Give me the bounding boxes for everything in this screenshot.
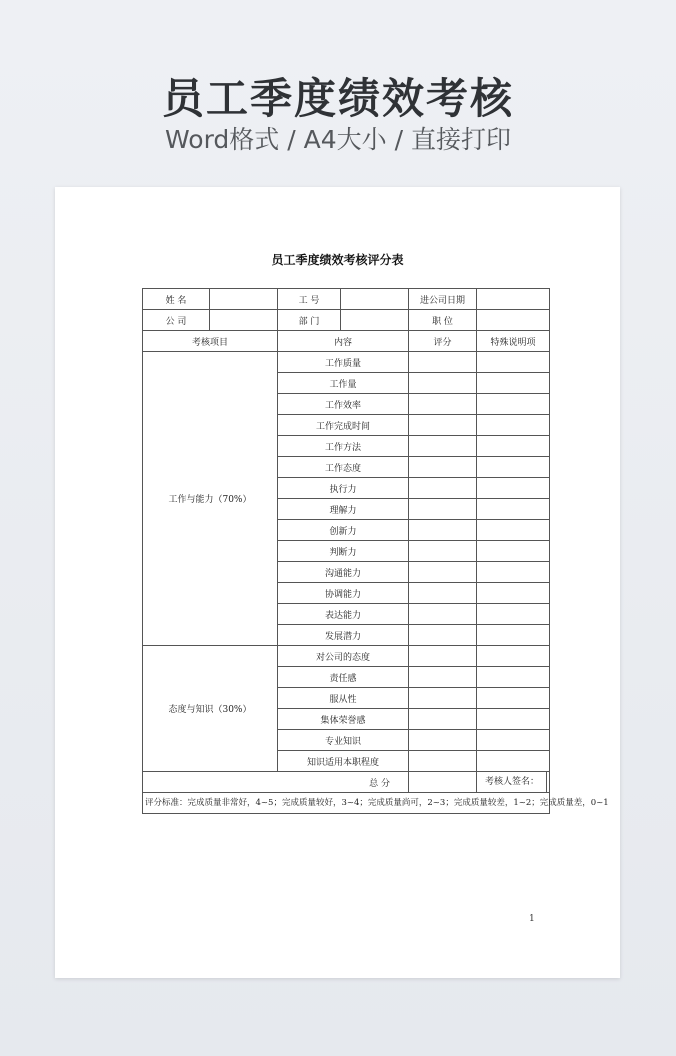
header-notes: 特殊说明项 xyxy=(477,331,550,352)
score-cell[interactable] xyxy=(409,352,477,373)
notes-cell[interactable] xyxy=(477,352,550,373)
standard-row xyxy=(143,793,550,814)
scoring-standard: 评分标准：完成质量非常好，4~5；完成质量较好，3~4；完成质量尚可，2~3；完成质量较差，1~2；完成质量差，0~1 xyxy=(143,793,550,814)
notes-cell[interactable] xyxy=(477,394,550,415)
score-cell[interactable] xyxy=(409,688,477,709)
criterion-label: 沟通能力 xyxy=(278,562,409,583)
signer-label: 考核人签名： xyxy=(477,772,547,792)
score-cell[interactable] xyxy=(409,646,477,667)
score-cell[interactable] xyxy=(409,604,477,625)
section-label: 工作与能力（70%） xyxy=(143,352,278,646)
notes-cell[interactable] xyxy=(477,520,550,541)
employee-id-field[interactable] xyxy=(341,289,409,310)
company-label: 公 司 xyxy=(143,310,210,331)
notes-cell[interactable] xyxy=(477,625,550,646)
total-label: 总 分 xyxy=(143,772,409,793)
criterion-label: 协调能力 xyxy=(278,583,409,604)
score-cell[interactable] xyxy=(409,415,477,436)
header-row xyxy=(143,331,550,352)
notes-cell[interactable] xyxy=(477,667,550,688)
criterion-label: 工作效率 xyxy=(278,394,409,415)
criterion-label: 工作态度 xyxy=(278,457,409,478)
criterion-label: 创新力 xyxy=(278,520,409,541)
page-number: 1 xyxy=(529,914,535,924)
name-label: 姓 名 xyxy=(143,289,210,310)
notes-cell[interactable] xyxy=(477,541,550,562)
section-label: 态度与知识（30%） xyxy=(143,646,278,772)
document-page xyxy=(55,187,620,978)
notes-cell[interactable] xyxy=(477,751,550,772)
position-field[interactable] xyxy=(477,310,550,331)
notes-cell[interactable] xyxy=(477,436,550,457)
company-field[interactable] xyxy=(210,310,278,331)
score-cell[interactable] xyxy=(409,436,477,457)
criterion-label: 集体荣誉感 xyxy=(278,709,409,730)
hero-subtitle: Word格式 / A4大小 / 直接打印 xyxy=(165,125,511,154)
criterion-label: 工作方法 xyxy=(278,436,409,457)
notes-cell[interactable] xyxy=(477,373,550,394)
signer-cell[interactable] xyxy=(477,772,550,793)
notes-cell[interactable] xyxy=(477,415,550,436)
score-cell[interactable] xyxy=(409,562,477,583)
notes-cell[interactable] xyxy=(477,688,550,709)
criterion-label: 专业知识 xyxy=(278,730,409,751)
score-cell[interactable] xyxy=(409,520,477,541)
notes-cell[interactable] xyxy=(477,478,550,499)
score-cell[interactable] xyxy=(409,730,477,751)
score-cell[interactable] xyxy=(409,583,477,604)
criterion-label: 执行力 xyxy=(278,478,409,499)
hero-title: 员工季度绩效考核 xyxy=(161,74,514,123)
score-cell[interactable] xyxy=(409,751,477,772)
position-label: 职 位 xyxy=(409,310,477,331)
score-cell[interactable] xyxy=(409,373,477,394)
employee-id-label: 工 号 xyxy=(278,289,341,310)
notes-cell[interactable] xyxy=(477,709,550,730)
notes-cell[interactable] xyxy=(477,499,550,520)
score-cell[interactable] xyxy=(409,625,477,646)
score-cell[interactable] xyxy=(409,667,477,688)
table-row xyxy=(143,646,550,667)
score-cell[interactable] xyxy=(409,457,477,478)
criterion-label: 服从性 xyxy=(278,688,409,709)
score-cell[interactable] xyxy=(409,709,477,730)
document-title: 员工季度绩效考核评分表 xyxy=(271,253,404,267)
notes-cell[interactable] xyxy=(477,730,550,751)
info-row xyxy=(143,310,550,331)
header-item: 考核项目 xyxy=(143,331,278,352)
table-row xyxy=(143,352,550,373)
join-date-label: 进公司日期 xyxy=(409,289,477,310)
notes-cell[interactable] xyxy=(477,583,550,604)
department-label: 部 门 xyxy=(278,310,341,331)
name-field[interactable] xyxy=(210,289,278,310)
total-score-cell[interactable] xyxy=(409,772,477,793)
criterion-label: 工作完成时间 xyxy=(278,415,409,436)
evaluation-table xyxy=(142,288,609,814)
criterion-label: 工作量 xyxy=(278,373,409,394)
criterion-label: 表达能力 xyxy=(278,604,409,625)
score-cell[interactable] xyxy=(409,541,477,562)
criterion-label: 理解力 xyxy=(278,499,409,520)
notes-cell[interactable] xyxy=(477,646,550,667)
header-score: 评分 xyxy=(409,331,477,352)
criterion-label: 判断力 xyxy=(278,541,409,562)
score-cell[interactable] xyxy=(409,478,477,499)
score-cell[interactable] xyxy=(409,394,477,415)
department-field[interactable] xyxy=(341,310,409,331)
criterion-label: 责任感 xyxy=(278,667,409,688)
notes-cell[interactable] xyxy=(477,604,550,625)
info-row xyxy=(143,289,550,310)
total-row xyxy=(143,772,550,793)
criterion-label: 工作质量 xyxy=(278,352,409,373)
score-cell[interactable] xyxy=(409,499,477,520)
criterion-label: 发展潜力 xyxy=(278,625,409,646)
join-date-field[interactable] xyxy=(477,289,550,310)
notes-cell[interactable] xyxy=(477,562,550,583)
criterion-label: 对公司的态度 xyxy=(278,646,409,667)
notes-cell[interactable] xyxy=(477,457,550,478)
header-content: 内容 xyxy=(278,331,409,352)
criterion-label: 知识适用本职程度 xyxy=(278,751,409,772)
